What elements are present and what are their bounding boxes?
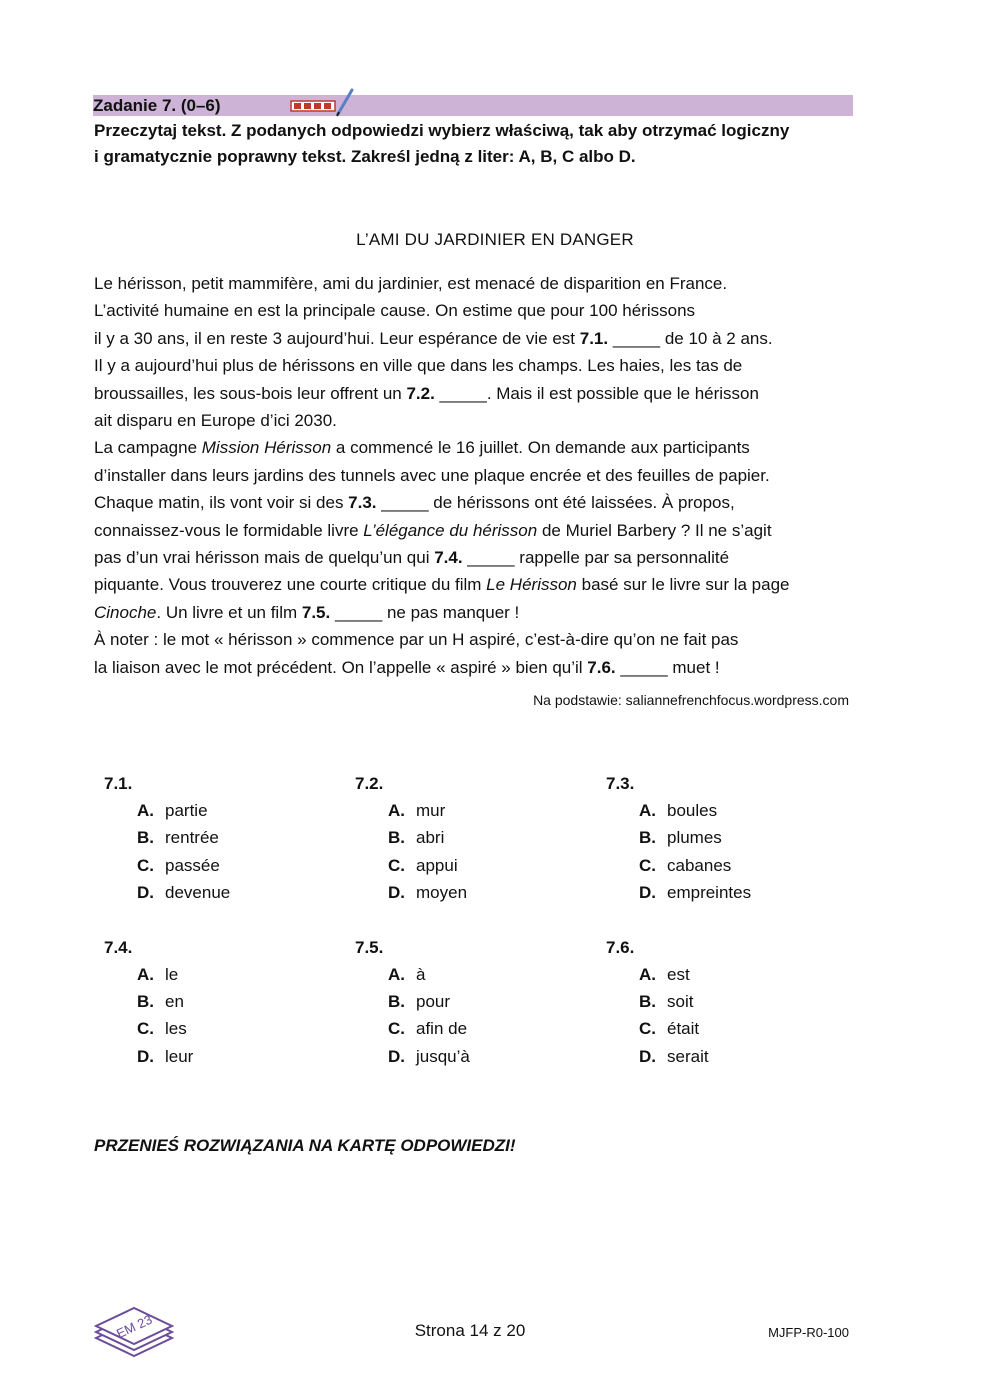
question-number: 7.4. — [104, 937, 133, 957]
passage-line: connaissez-vous le formidable livre L’élégance du hérisson de Muriel Barbery ? Il ne s’agit — [94, 520, 772, 540]
logo-text: EM 23 — [114, 1311, 155, 1342]
passage-line: pas d’un vrai hérisson mais de quelqu’un qui 7.4. _____ rappelle par sa personnalité — [94, 548, 730, 568]
question-7-5 — [355, 934, 606, 1071]
option-c[interactable]: C. afin de — [388, 1019, 468, 1039]
question-7-2 — [355, 770, 606, 907]
passage-line: piquante. Vous trouverez une courte critique du film Le Hérisson basé sur le livre sur la page — [94, 575, 790, 595]
question-7-4 — [104, 934, 355, 1071]
option-a[interactable]: A. boules — [639, 801, 718, 820]
option-a[interactable]: A. à — [388, 964, 426, 984]
option-d[interactable]: D. serait — [639, 1046, 709, 1066]
task-header-bar — [93, 95, 853, 116]
passage-line: La campagne Mission Hérisson a commencé le 16 juillet. On demande aux participants — [94, 438, 750, 458]
question-7-1 — [104, 770, 355, 907]
exam-code: MJFP-R0-100 — [768, 1325, 849, 1340]
passage-line: À noter : le mot « hérisson » commence par un H aspiré, c’est-à-dire qu’on ne fait pas — [94, 630, 739, 650]
passage-line: L’activité humaine en est la principale cause. On estime que pour 100 hérissons — [94, 301, 696, 321]
passage-title: L’AMI DU JARDINIER EN DANGER — [356, 230, 634, 249]
option-a[interactable]: A. le — [137, 964, 179, 984]
answer-options — [104, 770, 864, 1097]
option-b[interactable]: B. pour — [388, 991, 451, 1011]
question-number: 7.3. — [606, 774, 635, 793]
option-d[interactable]: D. empreintes — [639, 883, 752, 903]
option-d[interactable]: D. leur — [137, 1046, 194, 1066]
option-b[interactable]: B. rentrée — [137, 828, 219, 848]
question-row — [104, 770, 864, 907]
passage-line: la liaison avec le mot précédent. On l’appelle « aspiré » bien qu’il 7.6. _____ muet ! — [94, 657, 720, 677]
option-c[interactable]: C. était — [639, 1019, 700, 1039]
question-row — [104, 934, 864, 1071]
gap-marker: 7.3. — [348, 493, 377, 513]
passage-line: Chaque matin, ils vont voir si des 7.3. _____ de hérissons ont été laissées. À propos, — [94, 493, 735, 513]
gap-marker: 7.1. — [579, 328, 609, 348]
option-a[interactable]: A. est — [639, 964, 690, 984]
option-c[interactable]: C. passée — [137, 855, 220, 875]
option-c[interactable]: C. les — [137, 1019, 187, 1039]
gap-marker: 7.2. — [406, 383, 435, 403]
gap-marker: 7.5. — [301, 602, 331, 622]
passage-line: ait disparu en Europe d’ici 2030. — [94, 411, 337, 431]
option-d[interactable]: D. jusqu’à — [388, 1046, 470, 1066]
option-b[interactable]: B. abri — [388, 828, 445, 848]
task-instruction — [94, 118, 874, 170]
passage-line: broussailles, les sous-bois leur offrent un 7.2. _____. Mais il est possible que le hérisson — [94, 383, 759, 403]
passage-line: Le hérisson, petit mammifère, ami du jardinier, est menacé de disparition en France. — [94, 274, 728, 293]
question-number: 7.2. — [355, 774, 384, 793]
transfer-answers-note: PRZENIEŚ ROZWIĄZANIA NA KARTĘ ODPOWIEDZI! — [94, 1136, 516, 1155]
question-number: 7.5. — [355, 937, 384, 957]
option-a[interactable]: A. partie — [137, 801, 208, 820]
option-c[interactable]: C. appui — [388, 855, 458, 875]
question-number: 7.1. — [104, 774, 133, 793]
option-b[interactable]: B. soit — [639, 991, 694, 1011]
passage-line: il y a 30 ans, il en reste 3 aujourd’hui. Leur espérance de vie est 7.1. _____ de 10 à 2 ans. — [94, 328, 773, 348]
question-number: 7.6. — [606, 937, 635, 957]
writing-task-icon — [289, 87, 359, 119]
option-b[interactable]: B. en — [137, 991, 184, 1011]
question-7-6 — [606, 934, 857, 1071]
passage-line: d’installer dans leurs jardins des tunnels avec une plaque encrée et des feuilles de papier. — [94, 465, 770, 485]
option-d[interactable]: D. devenue — [137, 883, 231, 903]
instruction-line: Przeczytaj tekst. Z podanych odpowiedzi wybierz właściwą, tak aby otrzymać logiczny — [94, 121, 790, 140]
gap-marker: 7.4. — [434, 548, 463, 568]
instruction-line: i gramatycznie poprawny tekst. Zakreśl jedną z liter: A, B, C albo D. — [94, 147, 636, 166]
option-b[interactable]: B. plumes — [639, 828, 722, 848]
option-a[interactable]: A. mur — [388, 801, 446, 820]
passage-line: Cinoche. Un livre et un film 7.5. _____ ne pas manquer ! — [94, 602, 520, 622]
page-number: Strona 14 z 20 — [414, 1321, 526, 1340]
source-citation: Na podstawie: saliannefrenchfocus.wordpress.com — [533, 692, 849, 708]
gap-marker: 7.6. — [587, 657, 616, 677]
passage-line: Il y a aujourd’hui plus de hérissons en ville que dans les champs. Les haies, les tas de — [94, 356, 743, 376]
question-7-3 — [606, 770, 857, 907]
passage-text — [94, 270, 894, 681]
option-c[interactable]: C. cabanes — [639, 855, 732, 875]
option-d[interactable]: D. moyen — [388, 883, 468, 903]
task-title: Zadanie 7. (0–6) — [93, 95, 221, 115]
